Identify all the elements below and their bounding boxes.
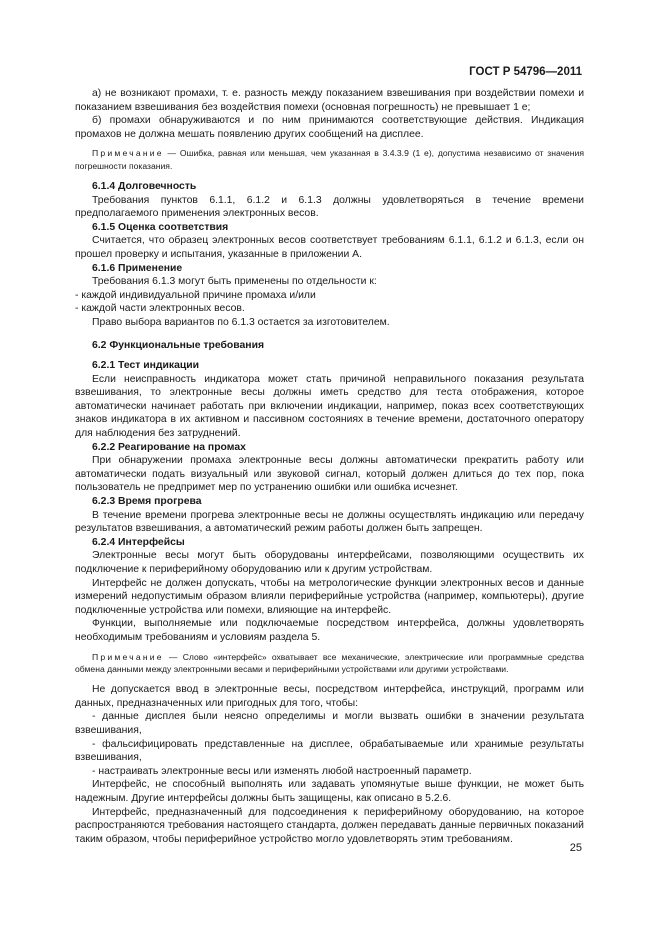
note-1 — [75, 147, 584, 173]
section-6-2-4-text-3: Функции, выполняемые или подключаемые посредством интерфейса, должны удовлетворять необходимым требованиям и условиям раздела 5. — [75, 618, 584, 643]
list-item: - фальсифицировать представленные на дисплее, обрабатываемые или хранимые результаты взвешивания, — [75, 738, 584, 764]
section-6-2-1-heading: 6.2.1 Тест индикации — [92, 360, 200, 372]
standard-id: ГОСТ Р 54796—2011 — [469, 66, 582, 78]
section-6-2-2-heading: 6.2.2 Реагирование на промах — [92, 441, 246, 453]
section-6-1-6-text: Требования 6.1.3 могут быть применены по отдельности к: — [92, 276, 377, 288]
note-label: Примечание — [92, 148, 164, 159]
note-label: Примечание — [92, 651, 164, 662]
section-6-1-4-text: Требования пунктов 6.1.1, 6.1.2 и 6.1.3 должны удовлетворяться в течение времени предполагаемого применения электронных весов. — [75, 194, 584, 220]
section-6-2-2-text: При обнаружении промаха электронные весы должны автоматически прекратить работу или автоматически подать визуальный или звуковой сигнал, который должен длиться до тех пор, пока пользователь не предпримет мер по устранению ошибки или ошибка исчезнет. — [75, 455, 584, 494]
section-6-1-5-text: Считается, что образец электронных весов соответствует требованиям 6.1.1, 6.1.2 и 6.1.3, если он прошел проверку и испытания, указанные в приложении А. — [75, 235, 584, 260]
section-6-2-4-text-5: Интерфейс, не способный выполнять или задавать упомянутые выше функции, не может быть надежным. Другие интерфейсы должны быть защищены, как описано в 5.2.6. — [75, 779, 584, 804]
section-6-2-1-text: Если неисправность индикатора может стать причиной неправильного показания результата взвешивания, то электронные весы должны иметь средство для теста отображения, которое автоматически начинает работать при включении индикации, например, показ всех соответствующих знаков индикатора в их активном и пассивном состояниях в течение времени, достаточного оператору для наблюдения без затруднений. — [75, 373, 584, 440]
section-6-2-4-text-6: Интерфейс, предназначенный для подсоединения к периферийному оборудованию, на которое распространяются требования настоящего стандарта, должен передавать данные первичных показаний таким образом, чтобы периферийное устройство могло удовлетворять этим требованиям. — [75, 806, 584, 845]
list-item: - данные дисплея были неясно определимы и могли вызвать ошибки в значении результата взвешивания, — [75, 711, 584, 736]
section-6-2-4-text-4: Не допускается ввод в электронные весы, посредством интерфейса, инструкций, программ или данных, предназначенных или пригодных для того, чтобы: — [75, 684, 584, 709]
note-text: — Ошибка, равная или меньшая, чем указанная в 3.4.3.9 (1 e), допустима независимо от значения погрешности показания. — [75, 148, 584, 172]
list-item: - каждой индивидуальной причине промаха и/или — [75, 289, 316, 301]
page-content — [75, 87, 584, 846]
paragraph-a: а) не возникают промахи, т. е. разность между показанием взвешивания при воздействии помехи и показанием взвешивания без воздействия помехи (основная погрешность) не превышает 1 e; — [75, 88, 584, 113]
list-item: - каждой части электронных весов. — [75, 303, 245, 315]
section-6-2-heading: 6.2 Функциональные требования — [92, 339, 265, 351]
section-6-2-4-text-2: Интерфейс не должен допускать, чтобы на метрологические функции электронных весов и данные измерений недопустимым образом влияли периферийные устройства (например, компьютеры), другие подключенные устройства или помехи, влияющие на интерфейс. — [75, 577, 584, 616]
section-6-1-6-text-2: Право выбора вариантов по 6.1.3 остается за изготовителем. — [92, 316, 390, 328]
section-6-2-3-text: В течение времени прогрева электронные весы не должны осуществлять индикацию или передачу результатов взвешивания, а автоматический режим работы должен быть запрещен. — [75, 509, 584, 535]
note-text: — Слово «интерфейс» охватывает все механические, электрические или программные средства обмена данными между электронными весами и периферийными устройствами или другими устройствами. — [75, 651, 584, 675]
section-6-1-4-heading: 6.1.4 Долговечность — [92, 180, 197, 192]
note-2 — [75, 651, 584, 677]
section-6-2-3-heading: 6.2.3 Время прогрева — [92, 496, 202, 508]
section-6-2-4-text-1: Электронные весы могут быть оборудованы интерфейсами, позволяющими осуществить их подключение к периферийному оборудованию или к другим устройствам. — [75, 550, 584, 575]
paragraph-b: б) промахи обнаруживаются и по ним принимаются соответствующие действия. Индикация промахов не должна мешать появлению других сообщений на дисплее. — [75, 115, 584, 140]
list-item: - настраивать электронные весы или изменять любой настроенный параметр. — [92, 765, 472, 777]
section-6-1-6-heading: 6.1.6 Применение — [92, 262, 183, 274]
section-6-1-5-heading: 6.1.5 Оценка соответствия — [92, 221, 229, 233]
section-6-2-4-heading: 6.2.4 Интерфейсы — [92, 536, 185, 548]
page-number: 25 — [569, 842, 582, 854]
